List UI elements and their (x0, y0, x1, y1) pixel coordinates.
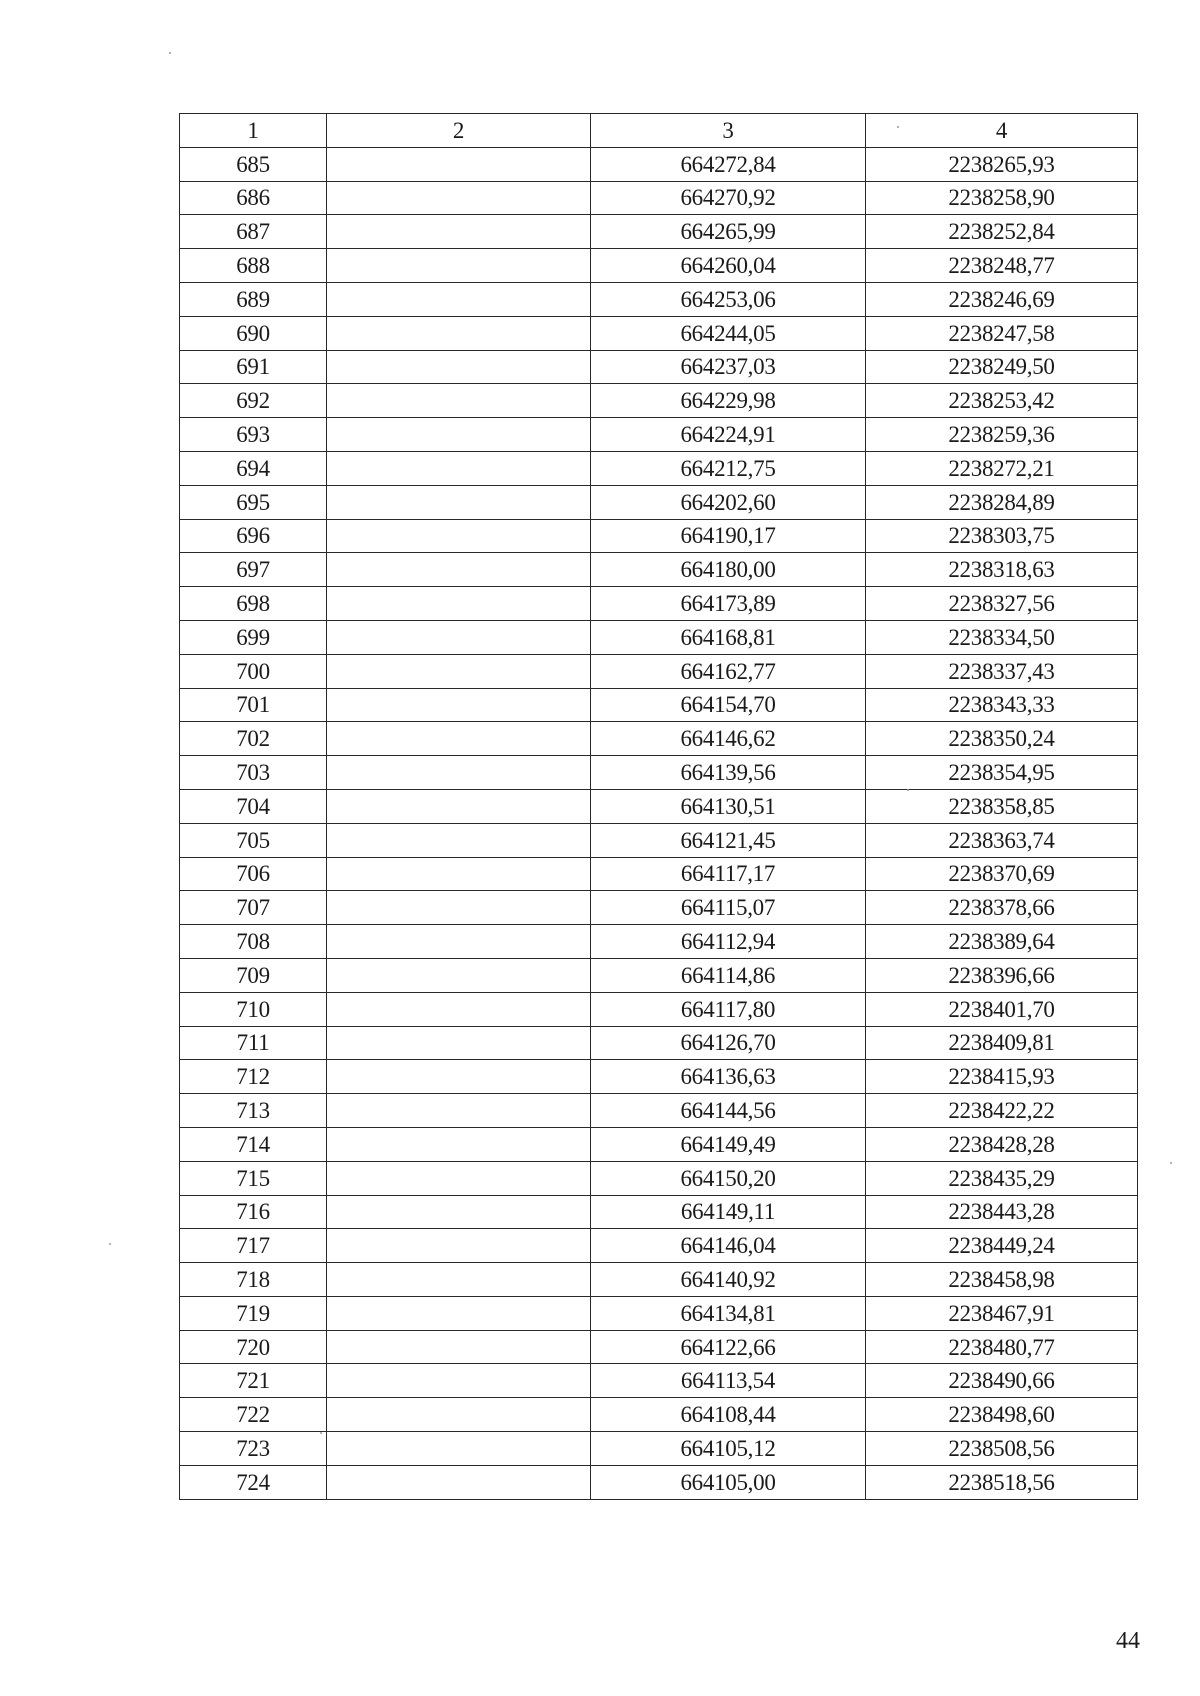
coordinate-x-cell: 664108,44 (591, 1398, 866, 1432)
coordinate-y-cell: 2238318,63 (866, 553, 1138, 587)
table-row (180, 215, 1138, 249)
coordinate-x-cell: 664272,84 (591, 147, 866, 181)
coordinate-y-cell: 2238370,69 (866, 857, 1138, 891)
point-number-cell: 719 (180, 1296, 327, 1330)
coordinate-y-cell: 2238458,98 (866, 1263, 1138, 1297)
table-row (180, 147, 1138, 181)
table-row (180, 1263, 1138, 1297)
table-row (180, 1127, 1138, 1161)
coordinate-x-cell: 664168,81 (591, 620, 866, 654)
empty-cell (327, 1094, 591, 1128)
empty-cell (327, 181, 591, 215)
table-row (180, 654, 1138, 688)
point-number-cell: 723 (180, 1432, 327, 1466)
empty-cell (327, 215, 591, 249)
coordinate-y-cell: 2238343,33 (866, 688, 1138, 722)
empty-cell (327, 688, 591, 722)
table-row (180, 620, 1138, 654)
coordinate-y-cell: 2238389,64 (866, 925, 1138, 959)
coordinate-x-cell: 664126,70 (591, 1026, 866, 1060)
empty-cell (327, 1026, 591, 1060)
scan-speck (320, 1432, 322, 1434)
coordinate-y-cell: 2238327,56 (866, 587, 1138, 621)
empty-cell (327, 789, 591, 823)
scan-speck (907, 789, 909, 791)
empty-cell (327, 147, 591, 181)
header-cell-3: 3 (591, 114, 866, 148)
coordinate-y-cell: 2238363,74 (866, 823, 1138, 857)
empty-cell (327, 891, 591, 925)
table-row (180, 1432, 1138, 1466)
header-cell-4: 4 (866, 114, 1138, 148)
empty-cell (327, 451, 591, 485)
coordinate-x-cell: 664115,07 (591, 891, 866, 925)
scan-speck (897, 126, 899, 128)
point-number-cell: 705 (180, 823, 327, 857)
empty-cell (327, 553, 591, 587)
point-number-cell: 713 (180, 1094, 327, 1128)
coordinate-x-cell: 664229,98 (591, 384, 866, 418)
scan-speck (1170, 1162, 1172, 1164)
coordinate-y-cell: 2238334,50 (866, 620, 1138, 654)
empty-cell (327, 823, 591, 857)
empty-cell (327, 1432, 591, 1466)
point-number-cell: 696 (180, 519, 327, 553)
coordinate-y-cell: 2238518,56 (866, 1465, 1138, 1499)
coordinate-x-cell: 664146,62 (591, 722, 866, 756)
point-number-cell: 708 (180, 925, 327, 959)
empty-cell (327, 722, 591, 756)
empty-cell (327, 587, 591, 621)
empty-cell (327, 1465, 591, 1499)
coordinate-y-cell: 2238498,60 (866, 1398, 1138, 1432)
point-number-cell: 717 (180, 1229, 327, 1263)
point-number-cell: 707 (180, 891, 327, 925)
table-row (180, 958, 1138, 992)
table-row (180, 485, 1138, 519)
table-row (180, 418, 1138, 452)
coordinate-x-cell: 664105,00 (591, 1465, 866, 1499)
coordinate-x-cell: 664173,89 (591, 587, 866, 621)
point-number-cell: 688 (180, 249, 327, 283)
point-number-cell: 703 (180, 756, 327, 790)
table-row (180, 756, 1138, 790)
table-row (180, 823, 1138, 857)
point-number-cell: 689 (180, 282, 327, 316)
point-number-cell: 720 (180, 1330, 327, 1364)
coordinate-x-cell: 664224,91 (591, 418, 866, 452)
table-row (180, 1195, 1138, 1229)
coordinate-y-cell: 2238396,66 (866, 958, 1138, 992)
point-number-cell: 687 (180, 215, 327, 249)
coordinate-y-cell: 2238265,93 (866, 147, 1138, 181)
empty-cell (327, 1229, 591, 1263)
table-row (180, 553, 1138, 587)
empty-cell (327, 1127, 591, 1161)
point-number-cell: 709 (180, 958, 327, 992)
coordinate-y-cell: 2238415,93 (866, 1060, 1138, 1094)
coordinate-y-cell: 2238378,66 (866, 891, 1138, 925)
coordinate-x-cell: 664113,54 (591, 1364, 866, 1398)
coordinate-x-cell: 664270,92 (591, 181, 866, 215)
coordinates-table (179, 113, 1138, 1500)
table-row (180, 789, 1138, 823)
coordinate-x-cell: 664149,11 (591, 1195, 866, 1229)
table-row (180, 587, 1138, 621)
point-number-cell: 716 (180, 1195, 327, 1229)
coordinate-y-cell: 2238337,43 (866, 654, 1138, 688)
coordinate-x-cell: 664114,86 (591, 958, 866, 992)
page-number: 44 (1116, 1628, 1140, 1654)
empty-cell (327, 925, 591, 959)
empty-cell (327, 485, 591, 519)
empty-cell (327, 1161, 591, 1195)
table-row (180, 925, 1138, 959)
scan-speck (109, 1243, 111, 1245)
point-number-cell: 690 (180, 316, 327, 350)
coordinate-y-cell: 2238443,28 (866, 1195, 1138, 1229)
empty-cell (327, 1195, 591, 1229)
coordinate-y-cell: 2238253,42 (866, 384, 1138, 418)
empty-cell (327, 857, 591, 891)
table-row (180, 1296, 1138, 1330)
coordinate-y-cell: 2238358,85 (866, 789, 1138, 823)
empty-cell (327, 1060, 591, 1094)
table-row (180, 891, 1138, 925)
table-row (180, 1364, 1138, 1398)
table-row (180, 249, 1138, 283)
coordinate-y-cell: 2238401,70 (866, 992, 1138, 1026)
table-row (180, 1060, 1138, 1094)
table-row (180, 1398, 1138, 1432)
coordinate-y-cell: 2238249,50 (866, 350, 1138, 384)
table-row (180, 282, 1138, 316)
table-row (180, 181, 1138, 215)
coordinate-x-cell: 664190,17 (591, 519, 866, 553)
point-number-cell: 704 (180, 789, 327, 823)
empty-cell (327, 654, 591, 688)
coordinate-x-cell: 664105,12 (591, 1432, 866, 1466)
coordinate-x-cell: 664117,17 (591, 857, 866, 891)
point-number-cell: 686 (180, 181, 327, 215)
table-row (180, 857, 1138, 891)
coordinate-y-cell: 2238259,36 (866, 418, 1138, 452)
point-number-cell: 721 (180, 1364, 327, 1398)
coordinate-y-cell: 2238422,22 (866, 1094, 1138, 1128)
coordinate-y-cell: 2238246,69 (866, 282, 1138, 316)
point-number-cell: 685 (180, 147, 327, 181)
coordinate-y-cell: 2238409,81 (866, 1026, 1138, 1060)
coordinate-y-cell: 2238508,56 (866, 1432, 1138, 1466)
coordinate-x-cell: 664146,04 (591, 1229, 866, 1263)
coordinate-y-cell: 2238303,75 (866, 519, 1138, 553)
coordinate-y-cell: 2238252,84 (866, 215, 1138, 249)
coordinate-y-cell: 2238354,95 (866, 756, 1138, 790)
point-number-cell: 712 (180, 1060, 327, 1094)
coordinate-x-cell: 664122,66 (591, 1330, 866, 1364)
point-number-cell: 699 (180, 620, 327, 654)
point-number-cell: 701 (180, 688, 327, 722)
point-number-cell: 715 (180, 1161, 327, 1195)
coordinate-x-cell: 664139,56 (591, 756, 866, 790)
empty-cell (327, 756, 591, 790)
coordinate-x-cell: 664244,05 (591, 316, 866, 350)
header-cell-2: 2 (327, 114, 591, 148)
empty-cell (327, 1330, 591, 1364)
coordinate-x-cell: 664149,49 (591, 1127, 866, 1161)
empty-cell (327, 1296, 591, 1330)
coordinate-x-cell: 664253,06 (591, 282, 866, 316)
empty-cell (327, 350, 591, 384)
empty-cell (327, 418, 591, 452)
coordinate-y-cell: 2238258,90 (866, 181, 1138, 215)
coordinate-x-cell: 664237,03 (591, 350, 866, 384)
coordinate-y-cell: 2238284,89 (866, 485, 1138, 519)
coordinate-x-cell: 664212,75 (591, 451, 866, 485)
coordinate-x-cell: 664134,81 (591, 1296, 866, 1330)
coordinate-y-cell: 2238480,77 (866, 1330, 1138, 1364)
coordinate-x-cell: 664121,45 (591, 823, 866, 857)
coordinate-y-cell: 2238428,28 (866, 1127, 1138, 1161)
table-row (180, 1229, 1138, 1263)
empty-cell (327, 316, 591, 350)
table-row (180, 1465, 1138, 1499)
scan-speck (169, 52, 171, 54)
point-number-cell: 697 (180, 553, 327, 587)
empty-cell (327, 282, 591, 316)
point-number-cell: 692 (180, 384, 327, 418)
empty-cell (327, 620, 591, 654)
point-number-cell: 722 (180, 1398, 327, 1432)
coordinate-x-cell: 664136,63 (591, 1060, 866, 1094)
table-row (180, 688, 1138, 722)
table-row (180, 519, 1138, 553)
table-row (180, 1026, 1138, 1060)
point-number-cell: 700 (180, 654, 327, 688)
table-row (180, 1161, 1138, 1195)
coordinate-x-cell: 664154,70 (591, 688, 866, 722)
coordinate-y-cell: 2238350,24 (866, 722, 1138, 756)
point-number-cell: 714 (180, 1127, 327, 1161)
table-row (180, 384, 1138, 418)
coordinate-y-cell: 2238247,58 (866, 316, 1138, 350)
coordinate-y-cell: 2238467,91 (866, 1296, 1138, 1330)
coordinate-y-cell: 2238435,29 (866, 1161, 1138, 1195)
empty-cell (327, 1263, 591, 1297)
coordinates-table-body (180, 114, 1138, 1500)
empty-cell (327, 249, 591, 283)
point-number-cell: 724 (180, 1465, 327, 1499)
empty-cell (327, 1364, 591, 1398)
coordinate-x-cell: 664150,20 (591, 1161, 866, 1195)
point-number-cell: 706 (180, 857, 327, 891)
table-row (180, 1094, 1138, 1128)
coordinate-x-cell: 664202,60 (591, 485, 866, 519)
point-number-cell: 698 (180, 587, 327, 621)
empty-cell (327, 384, 591, 418)
point-number-cell: 691 (180, 350, 327, 384)
point-number-cell: 710 (180, 992, 327, 1026)
coordinate-x-cell: 664180,00 (591, 553, 866, 587)
coordinate-y-cell: 2238272,21 (866, 451, 1138, 485)
table-row (180, 1330, 1138, 1364)
table-row (180, 451, 1138, 485)
coordinate-y-cell: 2238248,77 (866, 249, 1138, 283)
empty-cell (327, 958, 591, 992)
empty-cell (327, 992, 591, 1026)
coordinate-x-cell: 664260,04 (591, 249, 866, 283)
point-number-cell: 711 (180, 1026, 327, 1060)
table-row (180, 992, 1138, 1026)
coordinate-y-cell: 2238449,24 (866, 1229, 1138, 1263)
table-header-row (180, 114, 1138, 148)
coordinate-x-cell: 664140,92 (591, 1263, 866, 1297)
coordinate-x-cell: 664130,51 (591, 789, 866, 823)
table-row (180, 722, 1138, 756)
point-number-cell: 718 (180, 1263, 327, 1297)
table-row (180, 350, 1138, 384)
coordinate-y-cell: 2238490,66 (866, 1364, 1138, 1398)
point-number-cell: 695 (180, 485, 327, 519)
point-number-cell: 702 (180, 722, 327, 756)
point-number-cell: 694 (180, 451, 327, 485)
coordinate-x-cell: 664162,77 (591, 654, 866, 688)
table-row (180, 316, 1138, 350)
header-cell-1: 1 (180, 114, 327, 148)
coordinate-x-cell: 664265,99 (591, 215, 866, 249)
point-number-cell: 693 (180, 418, 327, 452)
coordinate-x-cell: 664117,80 (591, 992, 866, 1026)
coordinate-x-cell: 664112,94 (591, 925, 866, 959)
coordinate-x-cell: 664144,56 (591, 1094, 866, 1128)
empty-cell (327, 1398, 591, 1432)
empty-cell (327, 519, 591, 553)
